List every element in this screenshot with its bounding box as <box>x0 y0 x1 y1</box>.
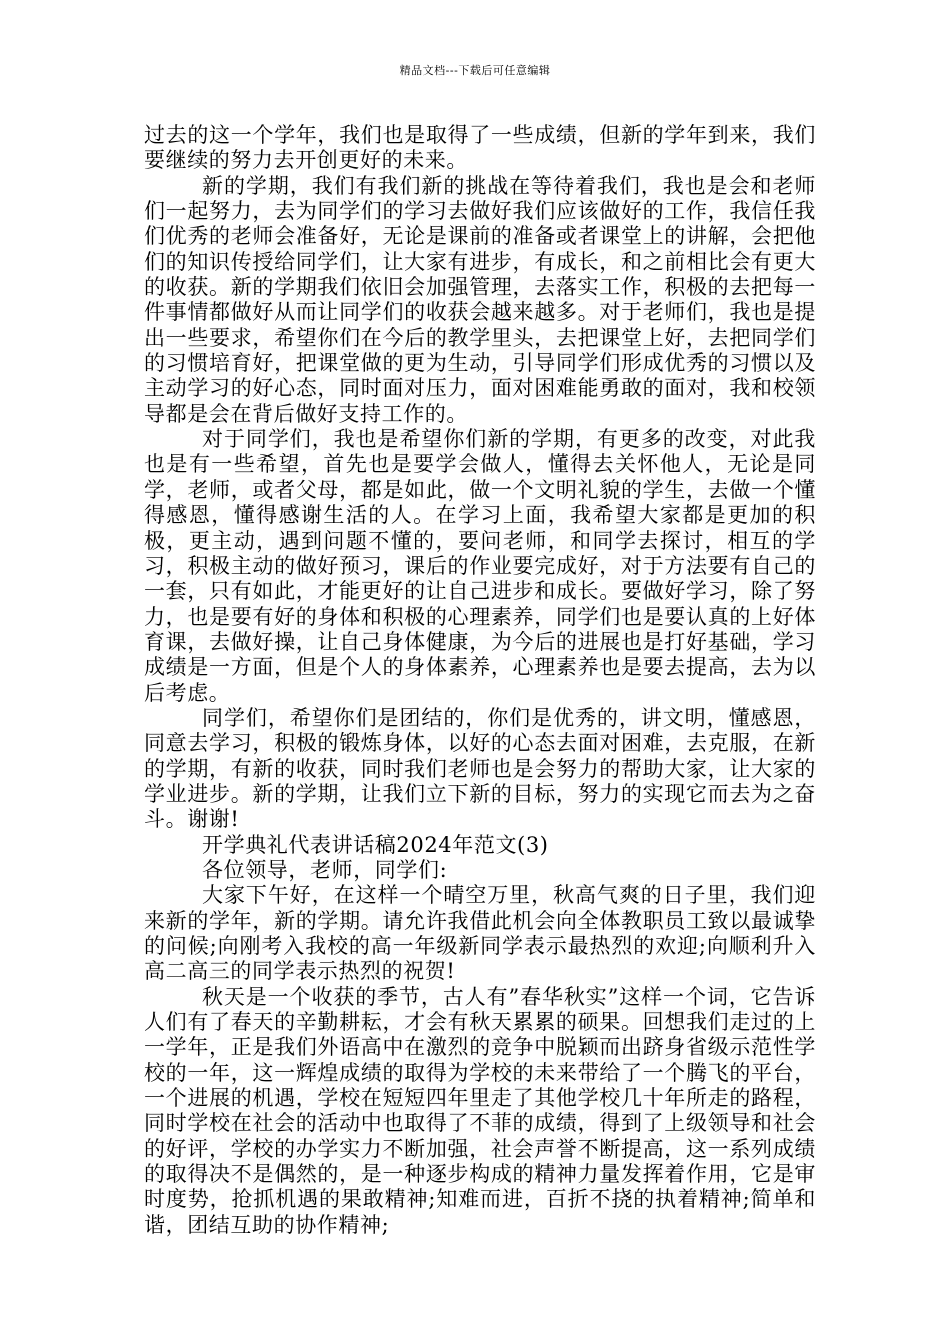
paragraph-4: 同学们，希望你们是团结的，你们是优秀的，讲文明，懂感恩，同意去学习，积极的锻炼身体，以好的心态去面对困难，去克服，在新的学期，有新的收获，同时我们老师也是会努力的帮助大家，让大家的学业进步。新的学期，让我们立下新的目标，努力的实现它而去为之奋斗。谢谢! <box>144 705 816 832</box>
page-header: 精品文档---下载后可任意编辑 <box>399 64 551 77</box>
document-body <box>144 123 816 1238</box>
paragraph-6: 秋天是一个收获的季节，古人有”春华秋实”这样一个词，它告诉人们有了春天的辛勤耕耘，才会有秋天累累的硕果。回想我们走过的上一学年，正是我们外语高中在激烈的竞争中脱颖而出跻身省级示范性学校的一年，这一辉煌成绩的取得为学校的未来带给了一个腾飞的平台，一个进展的机遇，学校在短短四年里走了其他学校几十年所走的路程，同时学校在社会的活动中也取得了不菲的成绩，得到了上级领导和社会的好评，学校的办学实力不断加强，社会声誉不断提高，这一系列成绩的取得决不是偶然的，是一种逐步构成的精神力量发挥着作用，它是审时度势，抢抓机遇的果敢精神;知难而进，百折不挠的执着精神;简单和谐，团结互助的协作精神; <box>144 984 816 1237</box>
section-title: 开学典礼代表讲话稿2024年范文(3) <box>202 832 549 857</box>
salutation: 各位领导，老师，同学们: <box>202 857 448 882</box>
paragraph-1: 过去的这一个学年，我们也是取得了一些成绩，但新的学年到来，我们要继续的努力去开创更好的未来。 <box>144 123 816 173</box>
paragraph-2: 新的学期，我们有我们新的挑战在等待着我们，我也是会和老师们一起努力，去为同学们的学习去做好我们应该做好的工作，我信任我们优秀的老师会准备好，无论是课前的准备或者课堂上的讲解，会把他们的知识传授给同学们，让大家有进步，有成长，和之前相比会有更大的收获。新的学期我们依旧会加强管理，去落实工作，积极的去把每一件事情都做好从而让同学们的收获会越来越多。对于老师们，我也是提出一些要求，希望你们在今后的教学里头，去把课堂上好，去把同学们的习惯培育好，把课堂做的更为生动，引导同学们形成优秀的习惯以及主动学习的好心态，同时面对压力，面对困难能勇敢的面对，我和校领导都是会在背后做好支持工作的。 <box>144 173 816 426</box>
paragraph-3: 对于同学们，我也是希望你们新的学期，有更多的改变，对此我也是有一些希望，首先也是要学会做人，懂得去关怀他人，无论是同学，老师，或者父母，都是如此，做一个文明礼貌的学生，去做一个懂得感恩，懂得感谢生活的人。在学习上面，我希望大家都是更加的积极，更主动，遇到问题不懂的，要问老师，和同学去探讨，相互的学习，积极主动的做好预习，课后的作业要完成好，对于方法要有自己的一套，只有如此，才能更好的让自己进步和成长。要做好学习，除了努力，也是要有好的身体和积极的心理素养，同学们也是要认真的上好体育课，去做好操，让自己身体健康，为今后的进展也是打好基础，学习成绩是一方面，但是个人的身体素养，心理素养也是要去提高，去为以后考虑。 <box>144 427 816 705</box>
paragraph-5: 大家下午好，在这样一个晴空万里，秋高气爽的日子里，我们迎来新的学年，新的学期。请允许我借此机会向全体教职员工致以最诚挚的问候;向刚考入我校的高一年级新同学表示最热烈的欢迎;向顺利升入高二高三的同学表示热烈的祝贺! <box>144 883 816 984</box>
